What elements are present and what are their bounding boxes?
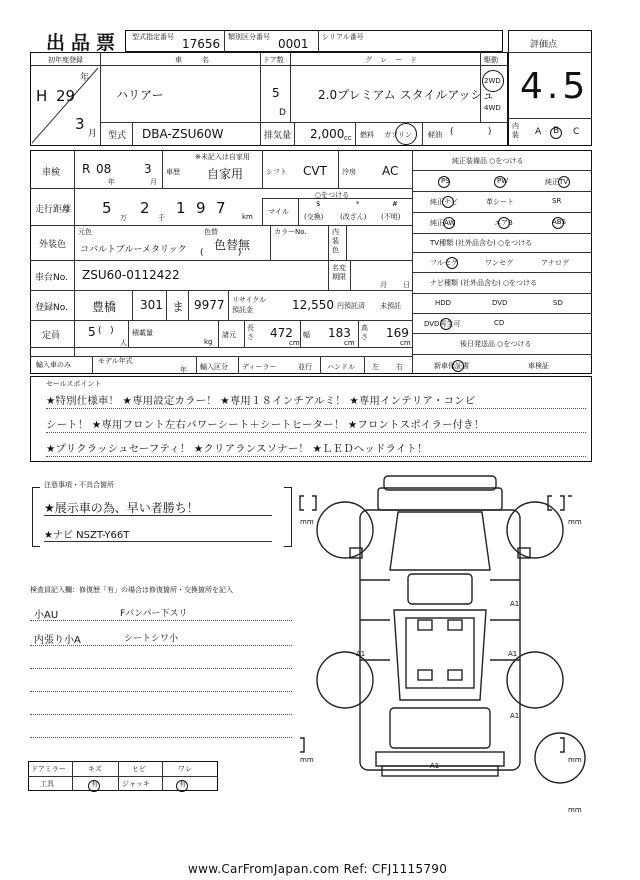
mm-fr: mm <box>568 518 582 526</box>
mileage-d2: 2 <box>140 199 150 217</box>
grade-label: グレード <box>365 56 425 64</box>
score-label: 評価点 <box>530 40 558 50</box>
mileage-d3: 1 <box>176 199 186 217</box>
month-unit: 月 <box>88 129 98 139</box>
damage-mark-3: A1 <box>508 650 518 658</box>
fuel-label: 燃料 <box>360 131 374 139</box>
len-value: 472 <box>270 326 293 340</box>
insp-1-left: 小AU <box>34 610 59 621</box>
notes-label: 注意事項・不具合箇所 <box>44 481 114 489</box>
note-line-2: ★ナビ NSZT-Y66T <box>44 530 130 541</box>
recycle-unit: 円預託済 <box>337 302 365 310</box>
nav-sd: SD <box>553 299 563 307</box>
scratch-label: キズ <box>88 765 102 773</box>
capacity-unit: 人 <box>120 339 127 347</box>
tamper-label: (改ざん) <box>340 213 367 221</box>
tamper-sym: * <box>356 200 360 208</box>
color-label: 外装色 <box>39 240 67 250</box>
docs-warranty-circle <box>452 357 464 376</box>
doors-value: 5 <box>272 86 280 100</box>
tv-full-circle <box>446 254 458 273</box>
nav-dvd: DVD <box>492 299 508 307</box>
circle-note: ○をつける <box>315 191 350 199</box>
insp-2-right: シートシワ小 <box>124 634 179 644</box>
equip-ps: PS <box>441 177 450 185</box>
equip-title: 純正装備品 ○をつける <box>452 157 524 165</box>
drive-2wd: 2WD <box>484 77 501 85</box>
fuel-gas: ガソリン <box>384 131 412 139</box>
insp-1-right: Fバンパー下スリ <box>120 609 188 619</box>
import-label: 輸入車のみ <box>36 361 71 369</box>
load-label: 積載量 <box>132 329 153 337</box>
equip-pw: PW <box>497 177 509 185</box>
shaken-year: 08 <box>96 162 112 176</box>
height-value: 169 <box>386 326 409 340</box>
load-unit: kg <box>204 338 213 346</box>
car-diagram <box>290 470 590 800</box>
damage-mark-4: A1 <box>510 712 520 720</box>
width-cm: cm <box>344 339 355 347</box>
door-mirror-label: ドアミラー <box>31 765 66 773</box>
mm-fl: mm <box>300 518 314 526</box>
height-label: 高さ <box>361 324 368 341</box>
model-value: DBA-ZSU60W <box>142 127 224 141</box>
type-no: 17656 <box>182 37 221 51</box>
equip-pw-circle <box>494 173 509 192</box>
equip-leather: 革シート <box>486 198 514 206</box>
equip-navi: 純正ナビ <box>430 198 458 206</box>
note-line-1: ★展示車の為、早い者勝ち！ <box>44 501 199 515</box>
equip-airb-circle <box>498 214 510 233</box>
model-year-unit: 年 <box>180 366 187 374</box>
mileage-km: km <box>242 213 253 221</box>
capacity-bracket: ( ) <box>98 326 114 336</box>
change-day: 日 <box>403 281 410 289</box>
interior-color-label: 内装色 <box>332 228 339 254</box>
orig-color: コバルトブルーメタリック <box>80 245 187 255</box>
height-cm: cm <box>400 339 411 347</box>
class-no-label: 類別区分番号 <box>228 33 270 41</box>
equip-aw-circle <box>443 214 455 233</box>
import-parallel: 並行 <box>298 363 312 371</box>
docs-shakensho: 車検証 <box>528 362 549 370</box>
usage-value: 自家用 <box>207 167 244 181</box>
model-year-label: モデル年式 <box>98 357 133 365</box>
shaken-month: 3 <box>144 162 152 176</box>
equip-airb: エアB <box>494 219 513 227</box>
swap-label: (交換) <box>304 213 324 221</box>
len-cm: cm <box>289 339 300 347</box>
insp-2-left: 内張り小A <box>34 635 81 646</box>
recycle-note: 未預託 <box>380 302 401 310</box>
tv-one: ワンセグ <box>485 259 513 267</box>
mm-spare: mm <box>568 806 582 814</box>
shaken-year-unit: 年 <box>108 178 115 186</box>
handle-left: 左 <box>372 363 379 371</box>
handle-label: ハンドル <box>327 363 355 371</box>
drive-label: 駆動 <box>484 56 498 64</box>
unknown-label: (不明) <box>381 213 401 221</box>
shaken-label: 車検 <box>42 168 61 178</box>
fuel-gas-circle <box>395 123 417 145</box>
handle-right: 右 <box>396 363 403 371</box>
nav-cd: CD <box>494 319 505 327</box>
paint-label: 色替 <box>204 228 218 236</box>
interior-label: 内装 <box>512 122 519 139</box>
class-no: 0001 <box>278 37 309 51</box>
drive-4wd: 4WD <box>484 104 501 112</box>
width-value: 183 <box>328 326 351 340</box>
ac-value: AC <box>382 164 399 178</box>
recycle-value: 12,550 <box>292 298 334 312</box>
mileage-sen: 千 <box>158 214 165 222</box>
nav-hdd: HDD <box>435 299 452 307</box>
reg-area: 豊橋 <box>92 300 117 314</box>
inspector-label: 検査員記入欄：修復歴「有」の場合は修復箇所・交換箇所を記入 <box>30 586 233 594</box>
sales-line-1: ★特別仕様車！ ★専用設定カラー！ ★専用１８インチアルミ！ ★専用インテリア・コンビ <box>46 395 476 407</box>
docs-warranty: 新車保証書 <box>434 362 469 370</box>
equip-abs-circle <box>552 214 564 233</box>
damage-mark-2: A1 <box>356 650 366 658</box>
displacement-label: 排気量 <box>264 131 292 141</box>
year-unit: 年 <box>80 73 90 83</box>
fuel-diesel: 軽油 <box>428 131 442 139</box>
model-label: 型式 <box>108 131 127 141</box>
mileage-d5: 7 <box>216 199 226 217</box>
car-name: ハリアー <box>116 88 164 102</box>
type-no-label: 型式指定番号 <box>132 33 174 41</box>
jack-label: ジャッキ <box>122 780 150 788</box>
recycle-label: リサイクル預託金 <box>232 296 267 314</box>
tools-label: 工具 <box>40 780 54 788</box>
dims-label: 諸元 <box>222 331 236 339</box>
paint-value: 色替無 <box>214 238 251 252</box>
tv-analog: アナログ <box>541 259 569 267</box>
chassis-value: ZSU60-0112422 <box>82 268 180 282</box>
score-value: 4.5 <box>520 66 590 107</box>
unknown-sym: # <box>392 200 398 208</box>
first-reg-month: 3 <box>75 115 85 133</box>
nav-dvdplay-circle <box>440 315 452 334</box>
import-dealer: ディーラー <box>242 363 277 371</box>
equip-navi-circle <box>442 193 454 212</box>
ac-label: 冷房 <box>342 168 356 176</box>
change-month: 月 <box>380 281 387 289</box>
chassis-label: 車台No. <box>35 273 68 283</box>
equip-tv: 純正TV <box>545 178 569 186</box>
form-title: 出品票 <box>46 32 122 54</box>
footer-ref: www.CarFromJapan.com Ref: CFJ1115790 <box>188 862 448 876</box>
reg-number: 9977 <box>194 298 225 312</box>
crack-label: ヒビ <box>132 765 146 773</box>
reg-label: 登録No. <box>35 303 68 313</box>
paint-bracket: ( ) <box>200 248 242 258</box>
broken-label: ワレ <box>178 765 192 773</box>
equip-abs: ABS <box>552 218 566 226</box>
mileage-man: 万 <box>120 214 127 222</box>
shaken-month-unit: 月 <box>150 178 157 186</box>
serial-label: シリアル番号 <box>322 33 364 41</box>
jack-has: 有 <box>179 780 186 788</box>
damage-mark-1: A1 <box>510 600 520 608</box>
equip-sr: SR <box>552 197 562 205</box>
first-reg-label: 初年度登録 <box>48 56 83 64</box>
shaken-era: R <box>82 162 91 176</box>
sales-line-2: シート！ ★専用フロント左右パワーシート＋シートヒーター！ ★フロントスポイラー付き！ <box>46 419 485 431</box>
capacity-label: 定員 <box>42 331 61 341</box>
displacement-value: 2,000 <box>310 127 345 141</box>
interior-b: B <box>553 126 560 136</box>
equip-tv-circle <box>558 173 570 192</box>
tv-title: TV種類 (社外品含む) ○をつける <box>430 239 533 247</box>
capacity-value: 5 <box>88 325 96 339</box>
mileage-label: 走行距離 <box>35 205 72 215</box>
equip-ps-circle <box>438 173 450 192</box>
color-no-label: カラーNo. <box>274 228 307 236</box>
reg-class: 301 <box>140 298 163 312</box>
door-type: D <box>279 108 286 118</box>
swap-sym: $ <box>316 200 321 208</box>
sales-points-label: セールスポイント <box>46 380 102 388</box>
import-class-label: 輸入区分 <box>200 363 228 371</box>
cc-unit: cc <box>344 134 352 142</box>
docs-title: 後日発送品 ○をつける <box>460 340 532 348</box>
tools-has: 有 <box>91 780 98 788</box>
first-reg-era: H <box>36 87 48 105</box>
usage-note: ※未記入は自家用 <box>195 153 250 161</box>
doors-label: ドア数 <box>263 56 284 64</box>
nav-dvdplay: DVD再生可 <box>424 320 461 328</box>
interior-a: A <box>535 127 542 137</box>
len-label: 長さ <box>247 324 254 341</box>
orig-color-label: 元色 <box>78 228 92 236</box>
usage-label: 車歴 <box>166 168 180 176</box>
grade-value: 2.0プレミアム スタイルアッシュ <box>318 88 495 102</box>
mm-rl: mm <box>300 756 314 764</box>
mm-rr: mm <box>568 756 582 764</box>
mileage-d4: 9 <box>196 199 206 217</box>
nav-title: ナビ種類 (社外品含む) ○をつける <box>430 279 538 287</box>
shift-label: シフト <box>266 168 287 176</box>
interior-c: C <box>573 127 580 137</box>
mileage-d1: 5 <box>102 199 112 217</box>
name-change-label: 名変期限 <box>332 264 346 281</box>
mile-label: マイル <box>268 208 289 216</box>
reg-kana: ま <box>172 300 185 314</box>
car-name-label: 車名 <box>175 56 229 64</box>
shift-value: CVT <box>303 164 327 178</box>
first-reg-year: 29 <box>56 87 76 105</box>
width-label: 幅 <box>303 331 310 339</box>
fuel-bracket: ( ) <box>450 127 492 137</box>
equip-aw: 純正AW <box>430 219 456 227</box>
notes-bracket-left <box>32 487 40 547</box>
tv-full: フルセグ <box>430 259 458 267</box>
sales-line-3: ★プリクラッシュセーフティ！ ★クリアランスソナー！ ★ＬＥＤヘッドライト！ <box>46 443 428 455</box>
damage-mark-5: A1 <box>430 762 440 770</box>
